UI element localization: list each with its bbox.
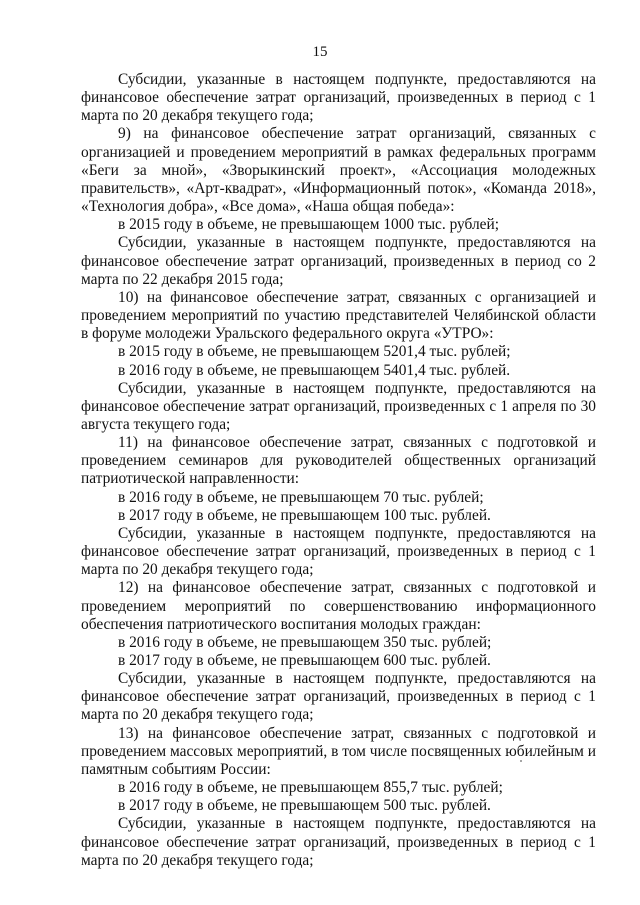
paragraph-amount-2015: в 2015 году в объеме, не превышающем 5201,4 тыс. рублей;	[118, 343, 511, 361]
paragraph-amount-2015: в 2015 году в объеме, не превышающем 1000 тыс. рублей;	[118, 216, 500, 234]
paragraph-amount-2016: в 2016 году в объеме, не превышающем 855,7 тыс. рублей;	[118, 779, 503, 797]
paragraph-subsidy-conditions: Субсидии, указанные в настоящем подпункте, предоставляются на финансовое обеспечение затрат организаций, произведенных в период со 2 марта по 22 декабря 2015 года;	[81, 234, 596, 288]
page-number: 15	[312, 44, 328, 60]
paragraph-subsidy-conditions: Субсидии, указанные в настоящем подпункте, предоставляются на финансовое обеспечение затрат организаций, произведенных в период с 1 марта по 20 декабря текущего года;	[81, 670, 596, 724]
paragraph-item-12: 12) на финансовое обеспечение затрат, связанных с подготовкой и проведением мероприятий по совершенствованию информационного обеспечения патриотического воспитания молодых граждан:	[81, 579, 596, 633]
paragraph-amount-2017: в 2017 году в объеме, не превышающем 500 тыс. рублей.	[118, 797, 491, 815]
paragraph-item-11: 11) на финансовое обеспечение затрат, связанных с подготовкой и проведением семинаров для руководителей общественных организаций патриотической направленности:	[81, 434, 596, 488]
scan-speck	[520, 760, 522, 762]
paragraph-amount-2016: в 2016 году в объеме, не превышающем 350 тыс. рублей;	[118, 633, 492, 651]
paragraph-amount-2017: в 2017 году в объеме, не превышающем 100 тыс. рублей.	[118, 506, 491, 524]
paragraph-subsidy-conditions: Субсидии, указанные в настоящем подпункте, предоставляются на финансовое обеспечение затрат организаций, произведенных с 1 апреля по 30 августа текущего года;	[81, 379, 596, 433]
paragraph-amount-2016: в 2016 году в объеме, не превышающем 70 тыс. рублей;	[118, 488, 484, 506]
paragraph-subsidy-conditions: Субсидии, указанные в настоящем подпункте, предоставляются на финансовое обеспечение затрат организаций, произведенных в период с 1 марта по 20 декабря текущего года;	[81, 71, 596, 125]
paragraph-item-9: 9) на финансовое обеспечение затрат организаций, связанных с организацией и проведением мероприятий в рамках федеральных программ «Беги за мной», «Зворыкинский проект», «Ассоциация молодежных правительств», «Арт-квадрат», «Информационный поток», «Команда 2018», «Технология добра», «Все дома», «Наша общая победа»:	[81, 125, 596, 216]
document-body	[81, 71, 596, 870]
paragraph-amount-2016: в 2016 году в объеме, не превышающем 5401,4 тыс. рублей.	[118, 361, 511, 379]
paragraph-item-10: 10) на финансовое обеспечение затрат, связанных с организацией и проведением мероприятий по участию представителей Челябинской области в форуме молодежи Уральского федерального округа «УТРО»:	[81, 288, 596, 343]
paragraph-subsidy-conditions: Субсидии, указанные в настоящем подпункте, предоставляются на финансовое обеспечение затрат организаций, произведенных в период с 1 марта по 20 декабря текущего года;	[81, 524, 596, 579]
paragraph-subsidy-conditions: Субсидии, указанные в настоящем подпункте, предоставляются на финансовое обеспечение затрат организаций, произведенных в период с 1 марта по 20 декабря текущего года;	[81, 815, 596, 869]
paragraph-item-13: 13) на финансовое обеспечение затрат, связанных с подготовкой и проведением массовых мероприятий, в том числе посвященных юбилейным и памятным событиям России:	[81, 724, 596, 778]
paragraph-amount-2017: в 2017 году в объеме, не превышающем 600 тыс. рублей.	[118, 652, 491, 669]
